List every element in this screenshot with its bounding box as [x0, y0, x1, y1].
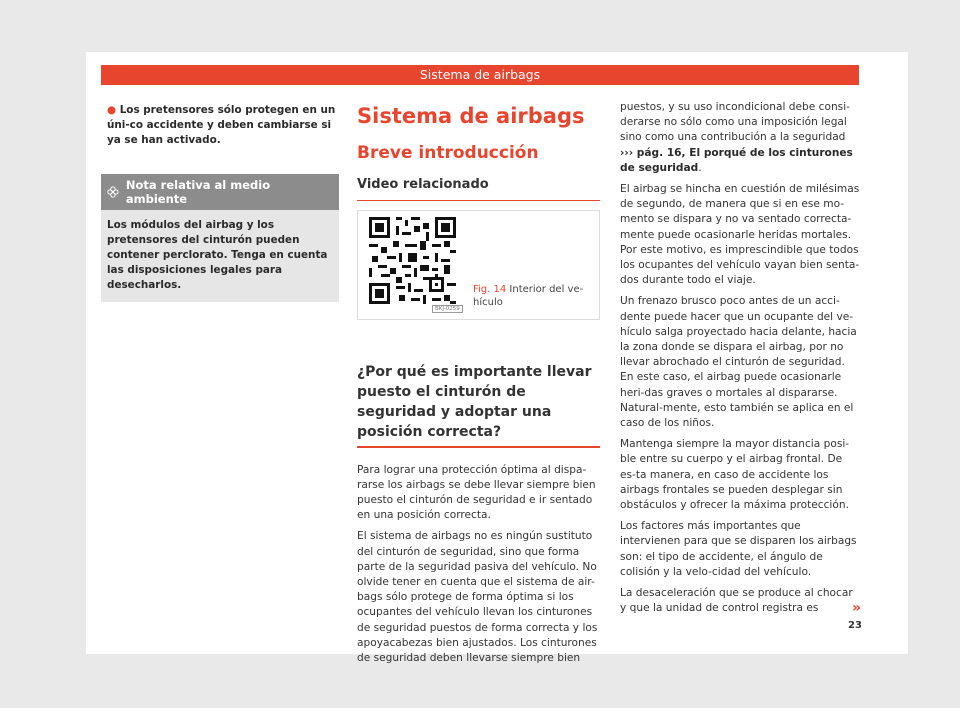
pretensioner-note [107, 103, 339, 148]
paragraph: El sistema de airbags no es ningún sustituto del cinturón de seguridad, sino que forma parte de la seguridad pasiva del vehículo. No olvide tener en cuenta que el sistema de air-bags sólo protege de forma óptima si los ocupantes del vehículo llevan los cinturones de seguridad puestos de forma correcta y los apoyacabezas bien ajustados. Los cinturones de seguridad deben llevarse siempre bien [357, 530, 598, 664]
right-column [620, 100, 860, 623]
pretensioner-note-text: Los pretensores sólo protegen en un úni-co accidente y deben cambiarse si ya se han activado. [107, 104, 336, 146]
chapter-title: Sistema de airbags [357, 104, 585, 128]
flower-icon [107, 186, 119, 198]
environment-note-box [101, 174, 339, 302]
paragraph: La desaceleración que se produce al chocar y que la unidad de control registra es [620, 587, 853, 615]
paragraph: Un frenazo brusco poco antes de un acci-dente puede hacer que un ocupante del ve-hículo salga proyectado hacia delante, hacia la zona donde se dispara el airbag, por no llevar abrochado el cinturón de seguridad. En este caso, el airbag puede ocasionarle heri-das graves o mortales al dispararse. Natural-mente, esto también se aplica en el caso de los niños. [620, 295, 857, 430]
paragraph: Para lograr una protección óptima al dispa-rarse los airbags se debe llevar siempre bien puesto el cinturón de seguridad e ir sentado en una posición correcta. [357, 463, 596, 522]
qr-code-icon[interactable] [369, 217, 456, 304]
paragraph-text: puestos, y su uso incondicional debe consi-derarse no sólo como una imposición legal sino como una contribución a la seguridad [620, 101, 850, 144]
figure-caption-text: Interior del ve-hículo [473, 284, 584, 308]
paragraph: Mantenga siempre la mayor distancia posi-ble entre su cuerpo y el airbag frontal. De es-ta manera, en caso de accidente los airbags frontales se pueden desplegar sin obstáculos y ofrecer la máxima protección. [620, 438, 850, 512]
environment-note-header [101, 174, 339, 210]
bullet-dot-icon: ● [107, 104, 120, 116]
page-number: 23 [848, 620, 862, 631]
figure-box [357, 210, 600, 320]
page-reference-link[interactable]: ››› pág. 16, El porqué de los cinturones de seguridad [620, 146, 853, 174]
left-column [107, 103, 339, 302]
figure-caption [473, 283, 593, 309]
paragraph: Los factores más importantes que intervienen para que se disparen los airbags son: el tipo de accidente, el ángulo de colisión y la velo-cidad del vehículo. [620, 520, 857, 578]
continue-arrow-icon[interactable]: » [852, 600, 862, 616]
section-title-intro: Breve introducción [357, 143, 539, 163]
paragraph [620, 100, 860, 176]
page-header-bar: Sistema de airbags [101, 65, 859, 85]
paragraph: El airbag se hincha en cuestión de milésimas de segundo, de manera que si en ese mo-mento se dispara y no va sentado correcta-mente puede ocasionarle heridas mortales. Por este motivo, es imprescindible que todos los ocupantes del vehículo vayan bien senta-dos durante todo el viaje. [620, 183, 860, 287]
middle-column [357, 97, 600, 672]
environment-note-text: Los módulos del airbag y los pretensores del cinturón pueden contener perclorato. Tenga en cuenta las disposiciones legales para desecharlos. [107, 219, 328, 291]
section-title-seatbelt: ¿Por qué es importante llevar puesto el cinturón de seguridad y adoptar una posición correcta? [357, 364, 592, 440]
heading-rule [357, 200, 600, 201]
environment-note-title: Nota relativa al medio ambiente [125, 178, 271, 206]
figure-label: Fig. 14 [473, 284, 507, 295]
video-heading: Video relacionado [357, 177, 489, 192]
section-rule [357, 446, 600, 448]
paragraph-end: . [698, 161, 702, 174]
figure-code: BKJ-0259 [432, 305, 463, 313]
